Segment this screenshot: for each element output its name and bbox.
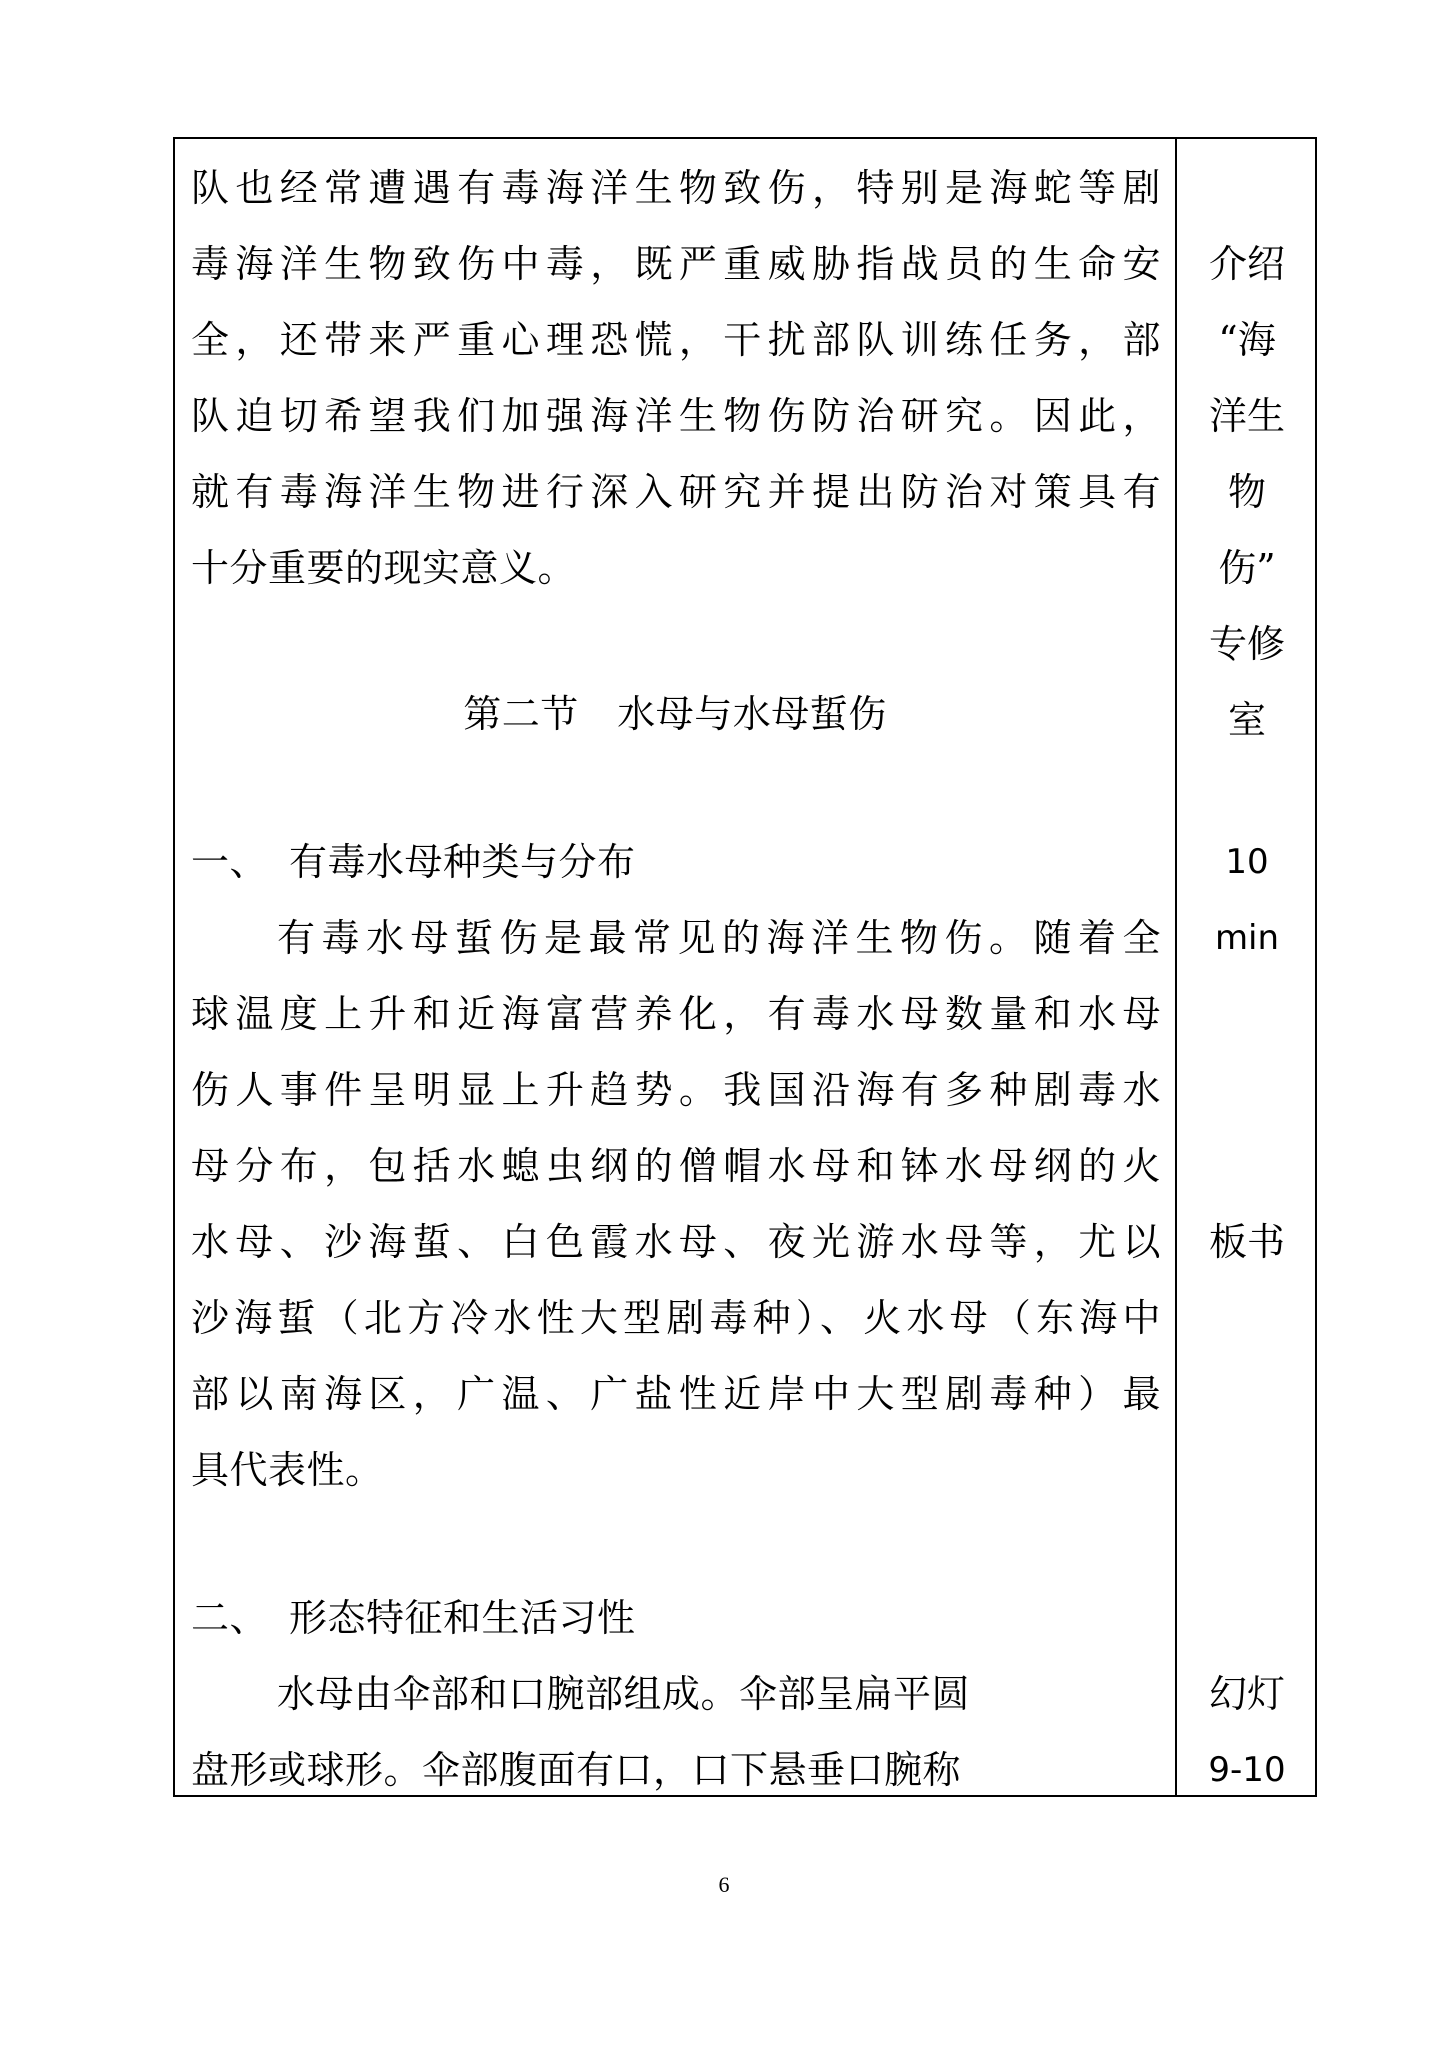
slide-range: 9-10 [1208, 1750, 1286, 1790]
note-line: 物 [1227, 470, 1266, 514]
text-line: 有毒水母蜇伤是最常见的海洋生物伤。随着全 [277, 916, 1161, 960]
time-allocation: 10 [1225, 842, 1269, 882]
content-cell [175, 139, 1175, 1795]
section-heading [191, 1580, 1161, 1656]
text-line: 十分重要的现实意义。 [191, 546, 577, 590]
text-line: 沙海蜇（北方冷水性大型剧毒种）、火水母（东海中 [191, 1296, 1161, 1340]
heading-text: 形态特征和生活习性 [289, 1596, 636, 1640]
note-line: 伤” [1218, 546, 1276, 590]
page-number: 6 [718, 1872, 730, 1897]
text-line: 就有毒海洋生物进行深入研究并提出防治对策具有 [191, 470, 1161, 514]
notes-cell [1177, 139, 1317, 1795]
note-line: 室 [1227, 698, 1266, 742]
heading-number: 一、 [191, 840, 269, 884]
heading-number: 二、 [191, 1596, 269, 1640]
time-unit: min [1214, 918, 1280, 958]
lesson-plan-table [173, 137, 1317, 1797]
text-line: 盘形或球形。伞部腹面有口，口下悬垂口腕称 [191, 1748, 962, 1792]
text-line: 伤人事件呈明显上升趋势。我国沿海有多种剧毒水 [191, 1068, 1161, 1112]
text-line: 水母由伞部和口腕部组成。伞部呈扁平圆 [277, 1672, 971, 1716]
slide-note: 幻灯 [1208, 1672, 1285, 1716]
section-heading [191, 824, 1161, 900]
heading-text: 有毒水母种类与分布 [289, 840, 636, 884]
note-line: 介绍 [1208, 242, 1285, 286]
text-line: 队迫切希望我们加强海洋生物伤防治研究。因此， [191, 394, 1161, 438]
note-line: 专修 [1208, 622, 1285, 666]
note-line: “海 [1218, 318, 1276, 362]
text-line: 部以南海区，广温、广盐性近岸中大型剧毒种）最 [191, 1372, 1161, 1416]
text-line: 球温度上升和近海富营养化，有毒水母数量和水母 [191, 992, 1161, 1036]
note-line: 洋生 [1208, 394, 1285, 438]
text-line: 具代表性。 [191, 1448, 384, 1492]
text-line: 队也经常遭遇有毒海洋生物致伤，特别是海蛇等剧 [191, 166, 1161, 210]
blackboard-note: 板书 [1208, 1220, 1285, 1264]
text-line: 毒海洋生物致伤中毒，既严重威胁指战员的生命安 [191, 242, 1161, 286]
section-title: 第二节 水母与水母蜇伤 [463, 692, 887, 736]
text-line: 全，还带来严重心理恐慌，干扰部队训练任务，部 [191, 318, 1161, 362]
text-line: 水母、沙海蜇、白色霞水母、夜光游水母等，尤以 [191, 1220, 1161, 1264]
text-line: 母分布，包括水螅虫纲的僧帽水母和钵水母纲的火 [191, 1144, 1161, 1188]
